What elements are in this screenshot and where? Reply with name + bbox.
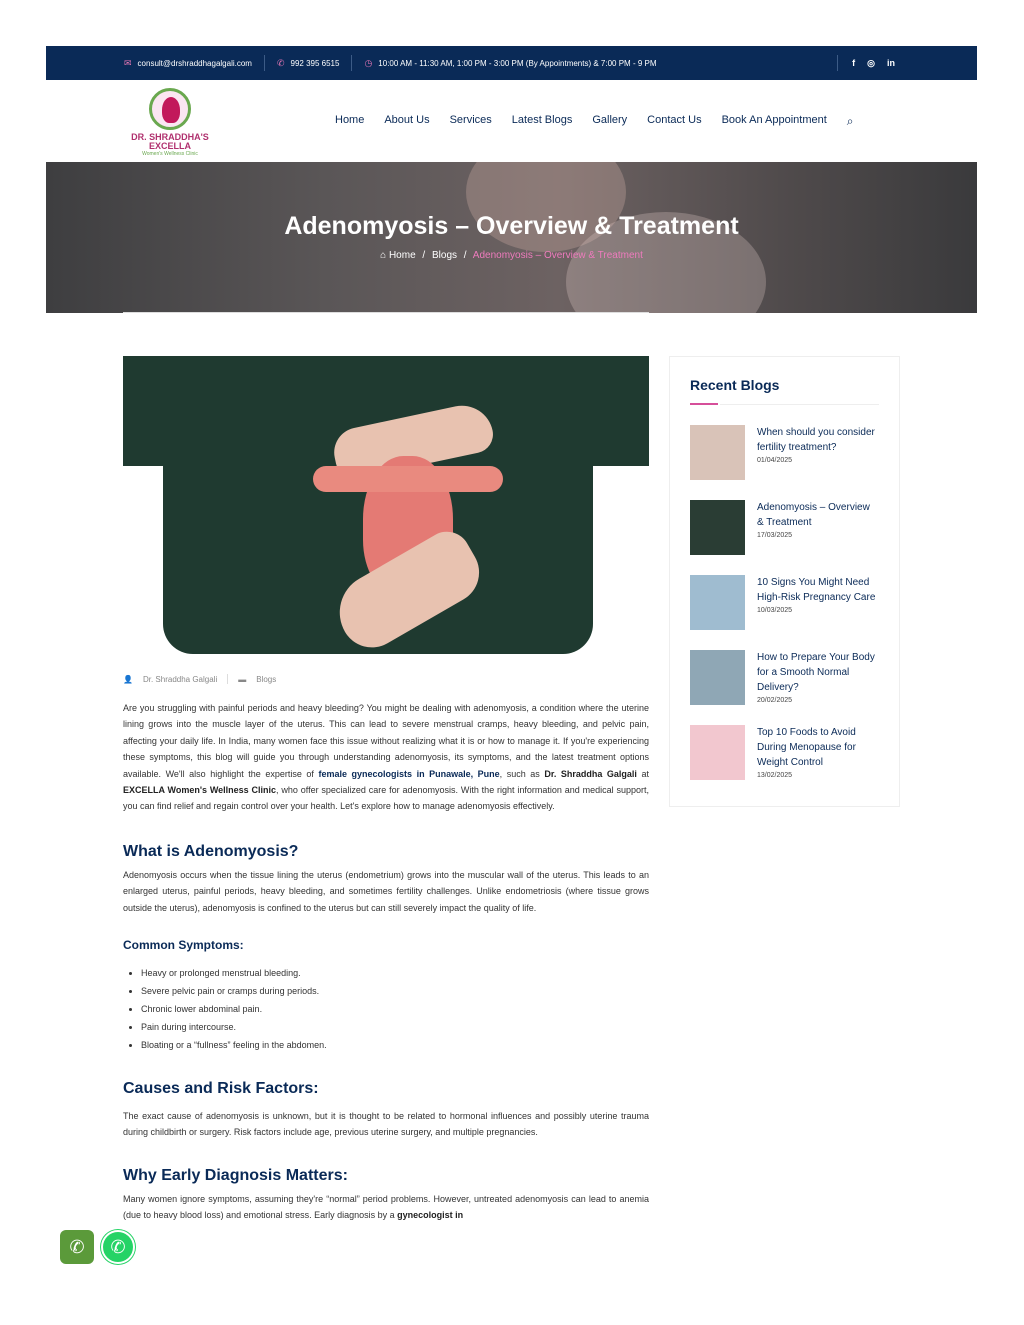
hours-text: 10:00 AM - 11:30 AM, 1:00 PM - 3:00 PM (By Appointments) & 7:00 PM - 9 PM <box>378 58 657 68</box>
main-nav <box>335 114 854 129</box>
nav-services[interactable]: Services <box>449 114 492 126</box>
why-link[interactable]: gynecologist in <box>397 1210 464 1221</box>
blog-date: 10/03/2025 <box>757 607 793 614</box>
page-title: Adenomyosis – Overview & Treatment <box>284 212 739 240</box>
intro-paragraph <box>123 700 649 815</box>
nav-home[interactable]: Home <box>335 114 365 126</box>
logo-line3: Women's Wellness Clinic <box>142 151 198 157</box>
logo-line1: DR. SHRADDHA'S <box>131 132 209 142</box>
what-paragraph: Adenomyosis occurs when the tissue lining the uterus (endometrium) grows into the muscular wall of the uterus. This leads to an enlarged uterus, painful periods, heavy bleeding, and sometimes fertility challenges. Unlike endometriosis (where tissue grows outside the uterus), adenomyosis is confined to the uterus but can still severely impact the quality of life. <box>123 869 649 913</box>
blog-thumbnail[interactable] <box>690 650 745 705</box>
recent-blog-item[interactable] <box>690 725 879 780</box>
blog-title[interactable]: Adenomyosis – Overview & Treatment <box>757 502 870 528</box>
divider <box>227 674 228 684</box>
phone-contact[interactable] <box>265 55 352 71</box>
hours-info <box>352 55 668 71</box>
list-item: • Severe pelvic pain or cramps during periods. <box>141 986 649 996</box>
section-heading-causes: Causes and Risk Factors: <box>123 1080 319 1098</box>
blog-date: 01/04/2025 <box>757 457 793 464</box>
recent-blogs-sidebar <box>669 356 900 807</box>
section-heading-symptoms: Common Symptoms: <box>123 938 244 953</box>
intro-text: , who offer specialized care for adenomyosis. With the right information and medical support, you can find relief and regain control over your health. Let's explore how to manage adenomyosis effectively. <box>123 785 649 812</box>
call-button[interactable] <box>60 1230 94 1264</box>
recent-blog-item[interactable] <box>690 650 879 705</box>
social-links <box>837 55 895 71</box>
envelope-icon: ✉ <box>124 57 132 68</box>
divider <box>123 312 649 313</box>
site-header <box>46 80 977 162</box>
post-category[interactable]: Blogs <box>256 674 277 684</box>
email-contact[interactable] <box>112 55 265 71</box>
intro-link-gynecologists[interactable]: female gynecologists in Punawale, Pune <box>318 768 500 779</box>
breadcrumb <box>46 250 977 261</box>
breadcrumb-separator: / <box>422 250 426 261</box>
breadcrumb-home[interactable]: Home <box>388 250 416 261</box>
nav-contact[interactable]: Contact Us <box>647 114 702 126</box>
whatsapp-button[interactable] <box>101 1230 135 1264</box>
user-icon: 👤 <box>123 674 133 684</box>
home-icon: ⌂ <box>380 250 387 261</box>
clock-icon: ◷ <box>364 57 373 68</box>
blog-date: 13/02/2025 <box>757 772 793 779</box>
folder-icon: ▬ <box>238 674 247 684</box>
clinic-logo[interactable] <box>124 88 216 160</box>
section-heading-why: Why Early Diagnosis Matters: <box>123 1166 348 1184</box>
linkedin-icon[interactable]: in <box>887 58 895 68</box>
intro-text: , such as <box>499 768 545 779</box>
blog-title[interactable]: Top 10 Foods to Avoid During Menopause for Weight Control <box>757 727 856 768</box>
nav-gallery[interactable]: Gallery <box>592 114 628 126</box>
sidebar-heading: Recent Blogs <box>690 377 780 393</box>
blog-date: 17/03/2025 <box>757 532 793 539</box>
nav-book-appointment[interactable]: Book An Appointment <box>721 114 827 126</box>
blog-title[interactable]: 10 Signs You Might Need High-Risk Pregnancy Care <box>757 577 876 603</box>
list-item: • Pain during intercourse. <box>141 1022 649 1032</box>
blog-thumbnail[interactable] <box>690 425 745 480</box>
logo-mark-icon <box>149 88 191 130</box>
recent-blog-item[interactable] <box>690 575 879 630</box>
article <box>123 356 649 1224</box>
email-text: consult@drshraddhagalgali.com <box>137 58 252 68</box>
blog-title[interactable]: When should you consider fertility treatment? <box>757 427 875 453</box>
nav-latest-blogs[interactable]: Latest Blogs <box>511 114 573 126</box>
phone-icon: ✆ <box>276 57 285 68</box>
nav-about[interactable]: About Us <box>384 114 430 126</box>
instagram-icon[interactable]: ◎ <box>867 57 875 68</box>
section-heading-what: What is Adenomyosis? <box>123 842 299 860</box>
blog-thumbnail[interactable] <box>690 500 745 555</box>
intro-clinic-name: EXCELLA Women's Wellness Clinic <box>123 785 277 796</box>
heading-underline <box>690 403 718 405</box>
symptoms-list <box>141 968 649 1050</box>
why-text: Many women ignore symptoms, assuming they're “normal” period problems. However, untreated adenomyosis can lead to anemia (due to heavy blood loss) and emotional stress. Early diagnosis by a <box>123 1193 649 1221</box>
page-hero <box>46 162 977 313</box>
why-paragraph <box>123 1191 649 1224</box>
phone-text: 992 395 6515 <box>290 58 340 68</box>
breadcrumb-current: Adenomyosis – Overview & Treatment <box>472 250 643 261</box>
intro-doctor-name: Dr. Shraddha Galgali <box>544 768 637 779</box>
blog-title[interactable]: How to Prepare Your Body for a Smooth Normal Delivery? <box>757 652 875 693</box>
intro-text: at <box>636 768 649 779</box>
breadcrumb-separator: / <box>463 250 467 261</box>
post-meta <box>123 674 649 684</box>
search-icon[interactable]: ⌕ <box>846 114 854 128</box>
phone-icon: ✆ <box>69 1236 85 1257</box>
recent-blog-item[interactable] <box>690 500 879 555</box>
list-item: • Bloating or a “fullness” feeling in the abdomen. <box>141 1040 649 1050</box>
breadcrumb-blogs[interactable]: Blogs <box>431 250 457 261</box>
intro-text: Are you struggling with painful periods and heavy bleeding? You might be dealing with adenomyosis, a condition where the uterine lining grows into the muscle layer of the uterus. This can lead to severe menstrual cramps, heavy bleeding, and pelvic pain, affecting your daily life. In India, many women face this issue without realizing what it is or how to manage it. If you're experiencing these symptoms, this blog will guide you through understanding adenomyosis, its symptoms, and the latest treatment options available. We'll also highlight the expertise of <box>123 703 649 779</box>
logo-line2: EXCELLA <box>148 141 191 151</box>
list-item: • Chronic lower abdominal pain. <box>141 1004 649 1014</box>
post-author[interactable]: Dr. Shraddha Galgali <box>142 674 218 684</box>
facebook-icon[interactable]: f <box>852 58 856 68</box>
blog-date: 20/02/2025 <box>757 697 793 704</box>
whatsapp-icon: ✆ <box>110 1236 126 1257</box>
recent-blog-item[interactable] <box>690 425 879 480</box>
blog-thumbnail[interactable] <box>690 575 745 630</box>
top-info-bar <box>46 46 977 80</box>
divider <box>720 404 879 405</box>
featured-image <box>123 356 649 654</box>
blog-thumbnail[interactable] <box>690 725 745 780</box>
list-item: • Heavy or prolonged menstrual bleeding. <box>141 968 649 978</box>
causes-paragraph: The exact cause of adenomyosis is unknown, but it is thought to be related to hormonal influences and possibly uterine trauma during childbirth or surgery. Risk factors include age, previous uterine surgery, and multiple pregnancies. <box>123 1111 649 1138</box>
